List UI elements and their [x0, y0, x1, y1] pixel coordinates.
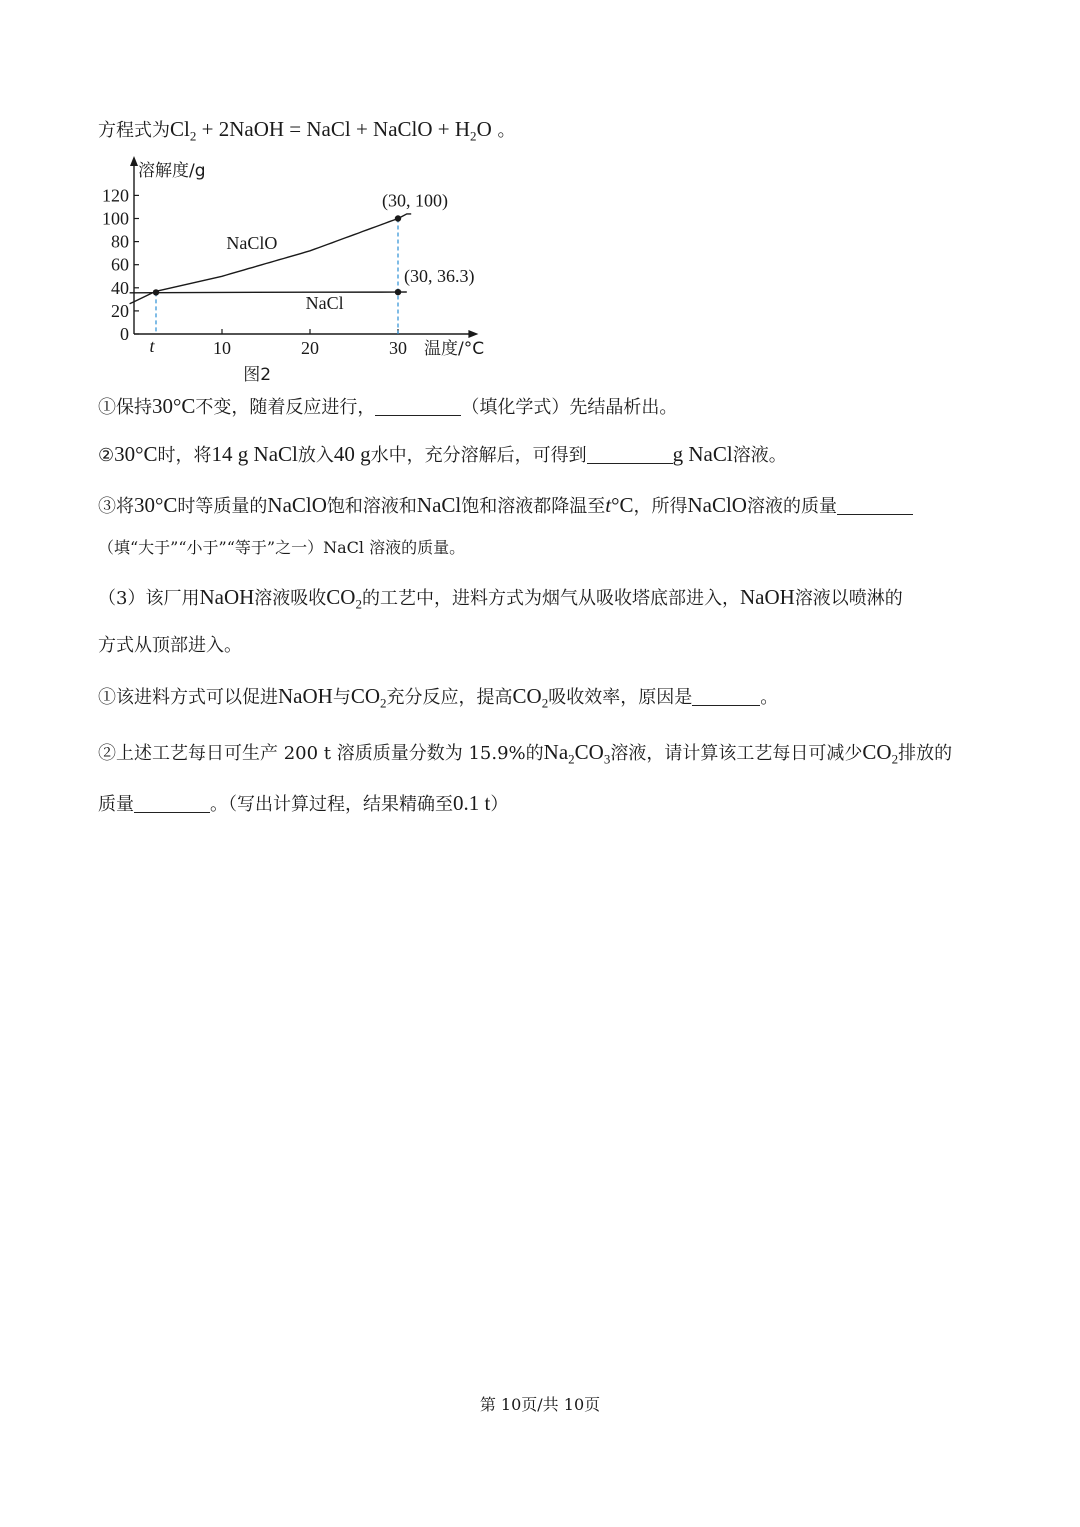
point-intersection: [153, 289, 159, 295]
x-tick-label: 30: [389, 338, 407, 358]
answer-blank-5[interactable]: [134, 794, 210, 813]
annotation-30-100: (30, 100): [382, 190, 448, 211]
answer-blank-4[interactable]: [692, 687, 760, 706]
y-tick-label: 100: [102, 208, 129, 229]
answer-blank-2[interactable]: [587, 445, 673, 464]
series-naclo-line: [130, 214, 412, 304]
x-tick-label: 10: [213, 338, 231, 358]
y-tick-label: 60: [111, 254, 129, 275]
question-4: ①该进料方式可以促进NaOH与$CO_2$充分反应，提高$CO_2$吸收效率，原因是 。: [98, 684, 779, 711]
y-tick-label: 0: [120, 324, 129, 344]
page-footer: 第 10页/共 10页: [479, 1395, 601, 1414]
y-tick-label: 120: [102, 185, 129, 206]
y-axis-label: 溶解度/g: [138, 161, 206, 181]
eq-lead: 方程式为: [98, 120, 170, 141]
point-nacl-30: [395, 289, 401, 295]
answer-blank-3[interactable]: [837, 496, 913, 515]
y-tick-label: 80: [111, 231, 129, 252]
question-5-cont: 质量 。（写出计算过程，结果精确至0.1 t）: [98, 791, 509, 815]
y-tick-label: 20: [111, 300, 129, 321]
eq-formula: $Cl_2$ + 2NaOH = NaCl + NaClO + $H_2O$: [170, 117, 492, 144]
question-3: ③将30°C时等质量的NaClO饱和溶液和NaCl饱和溶液都降温至t°C，所得NaClO溶液的质量: [98, 493, 913, 518]
x-t-label: t: [149, 336, 155, 356]
question-2: ②30°C时，将14 g NaCl放入40 g水中，充分溶解后，可得到 g NaCl溶液。: [98, 442, 787, 466]
part-3-intro-cont: 方式从顶部进入。: [98, 635, 242, 656]
annotation-30-36-3: (30, 36.3): [404, 266, 475, 287]
series-label-nacl: NaCl: [305, 293, 344, 314]
y-tick-label: 40: [111, 277, 129, 298]
y-axis-arrow: [130, 156, 138, 166]
x-axis-arrow: [468, 330, 478, 338]
equation-line: [98, 117, 515, 144]
figure-caption: 图2: [243, 365, 272, 385]
part-3-intro: （3）该厂用NaOH溶液吸收$CO_2$的工艺中，进料方式为烟气从吸收塔底部进入，NaOH溶液以喷淋的: [98, 585, 903, 612]
eq-end: 。: [491, 120, 516, 141]
question-1: ①保持30°C不变，随着反应进行， （填化学式）先结晶析出。: [98, 394, 678, 418]
series-label-naclo: NaClO: [226, 233, 278, 254]
x-tick-label: 20: [301, 338, 319, 358]
question-3-cont: （填“大于”“小于”“等于”之一）NaCl 溶液的质量。: [98, 538, 466, 557]
x-axis-label: 温度/°C: [424, 339, 485, 359]
solubility-chart: [96, 154, 485, 386]
answer-blank-1[interactable]: [375, 397, 461, 416]
point-naclo-30: [395, 215, 401, 221]
question-5: ②上述工艺每日可生产 200 t 溶质质量分数为 15.9%的$Na_2CO_3$溶液，请计算该工艺每日可减少$CO_2$排放的: [98, 740, 953, 767]
series-nacl-line: [130, 292, 407, 293]
